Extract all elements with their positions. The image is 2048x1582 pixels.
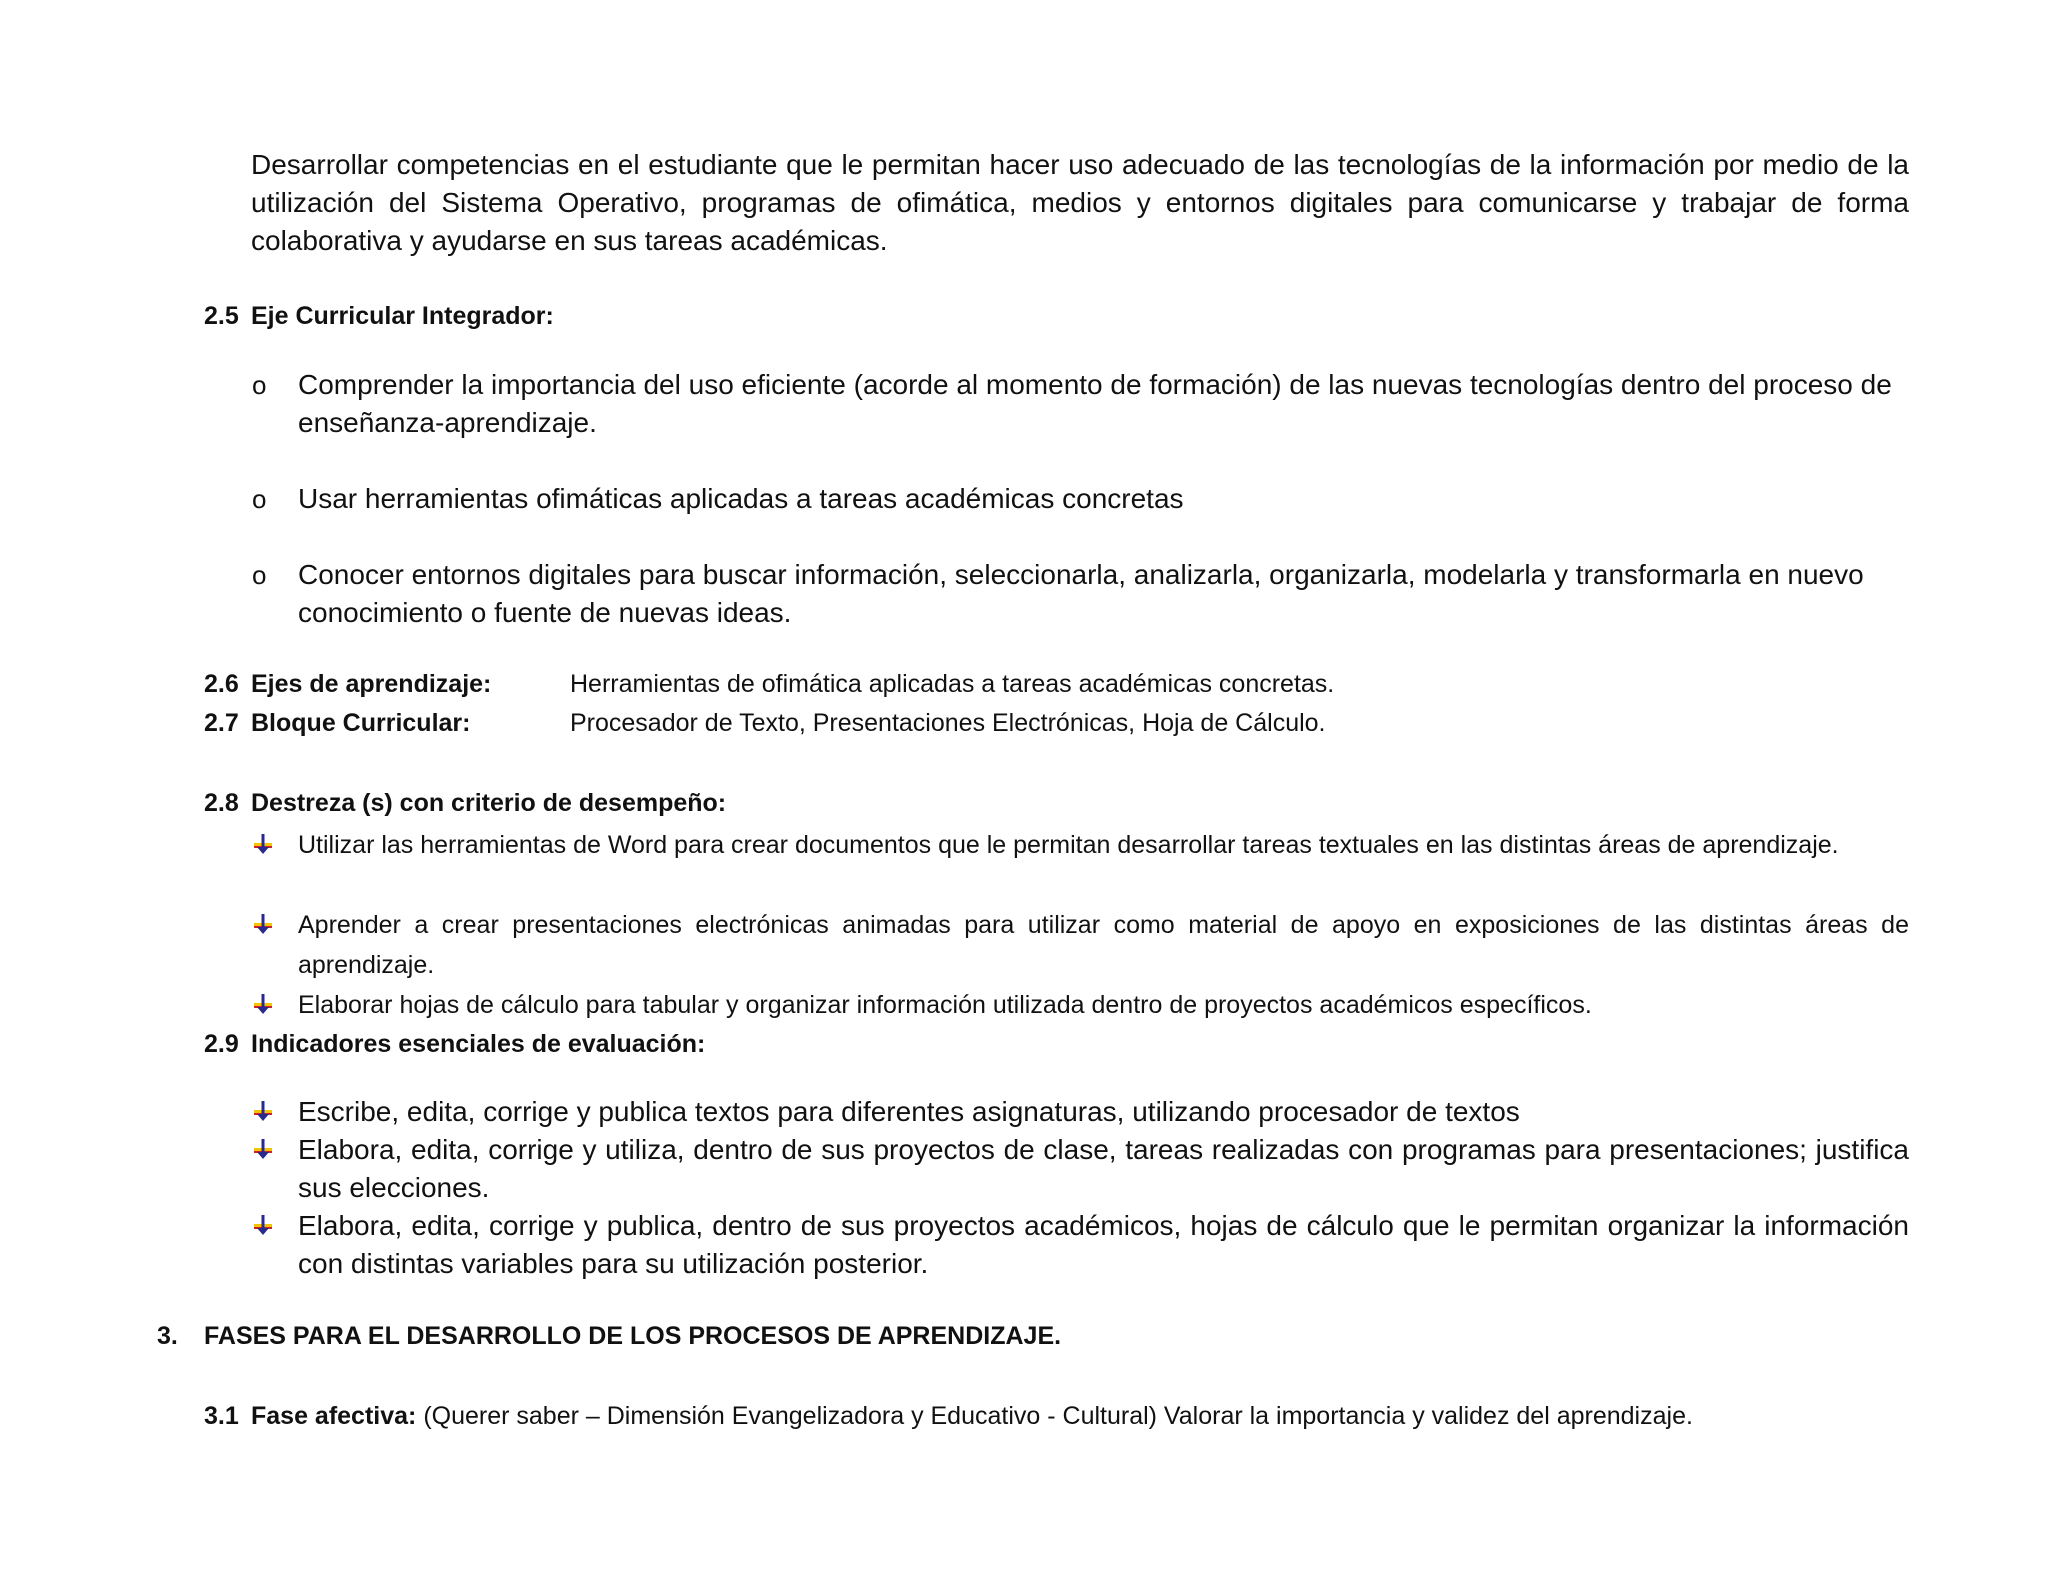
arrow-bullet-icon [252, 1138, 274, 1160]
section-number: 3.1 [204, 1402, 239, 1430]
list-item: Escribe, edita, corrige y publica textos para diferentes asignaturas, utilizando procesador de textos [298, 1096, 1520, 1127]
section-heading: Ejes de aprendizaje: [251, 670, 492, 698]
list-item: Usar herramientas ofimáticas aplicadas a tareas académicas concretas [298, 483, 1184, 514]
circle-bullet: o [252, 560, 267, 590]
circle-bullet: o [252, 370, 267, 400]
arrow-bullet-icon [252, 1214, 274, 1236]
section-number: 3. [157, 1322, 178, 1350]
section-heading: Indicadores esenciales de evaluación: [251, 1030, 706, 1058]
section-number: 2.5 [204, 302, 239, 330]
section-value: Herramientas de ofimática aplicadas a tareas académicas concretas. [570, 670, 1335, 698]
list-item: Elabora, edita, corrige y publica, dentro de sus proyectos académicos, hojas de cálculo que le permitan organizar la información con distintas variables para su utilización posterior. [298, 1210, 1909, 1279]
section-heading: Bloque Curricular: [251, 709, 471, 737]
section-number: 2.8 [204, 789, 239, 817]
section-number: 2.6 [204, 670, 239, 698]
arrow-bullet-icon [252, 833, 274, 855]
intro-paragraph: Desarrollar competencias en el estudiante que le permitan hacer uso adecuado de las tecnologías de la información por medio de la utilización del Sistema Operativo, programas de ofimática, medios y entornos digitales para comunicarse y trabajar de forma colaborativa y ayudarse en sus tareas académicas. [251, 149, 1909, 256]
section-number: 2.7 [204, 709, 239, 737]
section-heading: Destreza (s) con criterio de desempeño: [251, 789, 727, 817]
list-item: Aprender a crear presentaciones electrónicas animadas para utilizar como material de apoyo en exposiciones de las distintas áreas de aprendizaje. [298, 911, 1909, 979]
section-value: (Querer saber – Dimensión Evangelizadora y Educativo - Cultural) Valorar la importancia y validez del aprendizaje. [416, 1402, 1693, 1430]
chapter-heading: FASES PARA EL DESARROLLO DE LOS PROCESOS DE APRENDIZAJE. [204, 1322, 1062, 1350]
arrow-bullet-icon [252, 993, 274, 1015]
phase-line [251, 1402, 1693, 1431]
section-value: Procesador de Texto, Presentaciones Electrónicas, Hoja de Cálculo. [570, 709, 1326, 737]
arrow-bullet-icon [252, 913, 274, 935]
circle-bullet: o [252, 484, 267, 514]
list-item: Utilizar las herramientas de Word para crear documentos que le permitan desarrollar tareas textuales en las distintas áreas de aprendizaje. [298, 831, 1839, 859]
section-heading: Eje Curricular Integrador: [251, 302, 554, 330]
arrow-bullet-icon [252, 1100, 274, 1122]
list-item: Comprender la importancia del uso eficiente (acorde al momento de formación) de las nuevas tecnologías dentro del proceso de enseñanza-aprendizaje. [298, 369, 1892, 438]
list-item: Elaborar hojas de cálculo para tabular y organizar información utilizada dentro de proyectos académicos específicos. [298, 991, 1592, 1019]
list-item: Conocer entornos digitales para buscar información, seleccionarla, analizarla, organizarla, modelarla y transformarla en nuevo conocimiento o fuente de nuevas ideas. [298, 559, 1864, 628]
section-number: 2.9 [204, 1030, 239, 1058]
section-heading: Fase afectiva: [251, 1402, 417, 1430]
list-item: Elabora, edita, corrige y utiliza, dentro de sus proyectos de clase, tareas realizadas con programas para presentaciones; justifica sus elecciones. [298, 1134, 1909, 1203]
